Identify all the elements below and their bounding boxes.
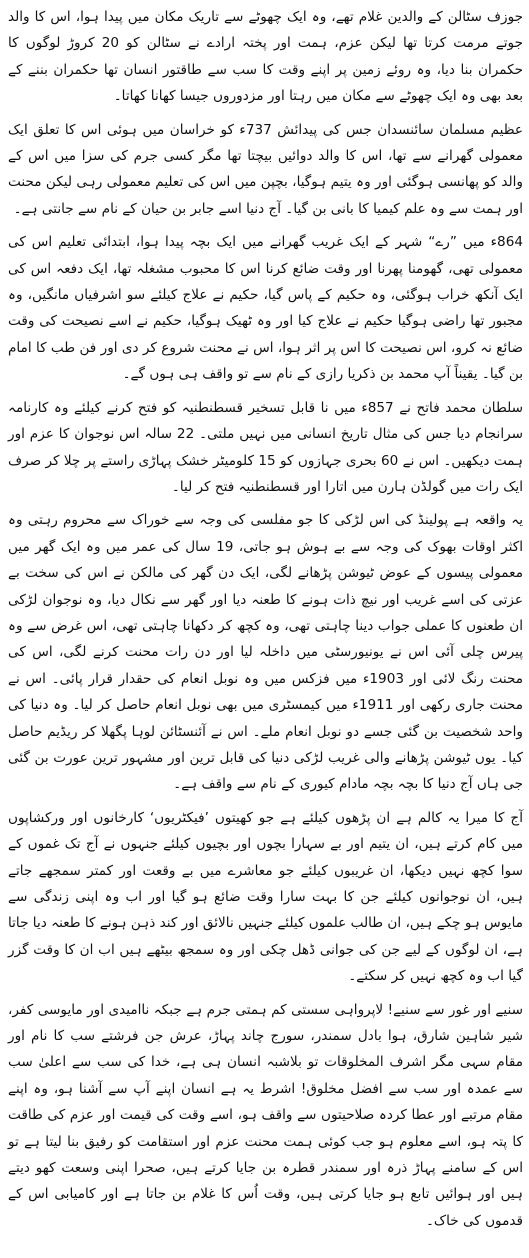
paragraph-jabir-bin-hayyan: عظیم مسلمان سائنسدان جس کی پیدائش 737ء کو خراسان میں ہوئی اس کا تعلق ایک معمولی گھرانے سے تھا، اس کا والد دوائیں بیچتا تھا مگر کسی جرم کی سزا میں اس کے والد کو پھانسی ہوگئی اور وہ یتیم ہوگیا، بچپن میں اس کی تعلیم معمولی رہی لیکن محنت اور ہمت سے وہ علم کیمیا کا بانی بن گیا۔ آج دنیا اسے جابر بن حیان کے نام سے جانتی ہے۔ xyxy=(8,121,523,217)
paragraph-razi: 864ء میں ”رے“ شہر کے ایک غریب گھرانے میں ایک بچہ پیدا ہوا، ابتدائی تعلیم اس کی معمولی تھی، گھومنا پھرنا اور وقت ضائع کرنا اس کا محبوب مشغلہ تھا، ایک دفعہ اس کی ایک آنکھ خراب ہوگئی، وہ حکیم کے پاس گیا، حکیم نے علاج کیلئے سو اشرفیاں مانگیں، وہ مجبور تھا راضی ہوگیا حکیم نے علاج کیا اور وہ ٹھیک ہوگیا، حکیم نے اسے نصیحت کی وقت ضائع نہ کرو، اس نصیحت کا اس پر اثر ہوا، اس نے محنت شروع کر دی اور فن طب کا امام بن گیا۔ یقیناً آپ محمد بن ذکریا رازی کے نام سے تو واقف ہی ہوں گے۔ xyxy=(8,234,523,383)
paragraph-stalin: جوزف سٹالن کے والدین غلام تھے، وہ ایک چھوٹے سے تاریک مکان میں پیدا ہوا، اس کا والد جوتے مرمت کرتا تھا لیکن عزم، ہمت اور پختہ ارادے نے سٹالن کو 20 کروڑ لوگوں کا حکمران بنا دیا، وہ روئے زمین پر اپنے وقت کا سب سے طاقتور انسان تھا حکمران بننے کے بعد بھی وہ ایک چھوٹے سے مکان میں رہتا اور مزدوروں جیسا کھانا کھاتا۔ xyxy=(8,9,523,105)
paragraph-dedication: آج کا میرا یہ کالم ہے ان پڑھوں کیلئے ہے جو کھیتوں ’فیکٹریوں‘ کارخانوں اور ورکشاپوں میں کام کرتے ہیں، ان یتیم اور بے سہارا بچوں اور بچیوں کیلئے جنہوں نے آج تک غموں کے سوا کچھ نہیں دیکھا، ان غریبوں کیلئے جو معاشرے میں بے وقعت اور کمتر سمجھے جاتے ہیں، ان نوجوانوں کیلئے جن کا بہت سارا وقت ضائع ہو گیا اور اب وہ اپنی زندگی سے مایوس ہو چکے ہیں، ان طالب علموں کیلئے جنہیں نالائق اور کند ذہن ہونے کا طعنہ دیا جاتا ہے، ان لوگوں کے لیے جن کی جوانی ڈھل چکی اور وہ سمجھ بیٹھے ہیں اب ان کا وقت گزر گیا اب وہ کچھ نہیں کر سکتے۔ xyxy=(8,809,523,985)
paragraph-marie-curie: یہ واقعہ ہے پولینڈ کی اس لڑکی کا جو مفلسی کی وجہ سے خوراک سے محروم رہتی وہ اکثر اوقات بھوک کی وجہ سے بے ہوش ہو جاتی، 19 سال کی عمر میں وہ ایک گھر میں معمولی پیسوں کے عوض ٹیوشن پڑھانے لگی، ایک دن گھر کی مالکن نے اس کی سخت بے عزتی کی اسے غریب اور نیچ ذات ہونے کا طعنہ دیا اور گھر سے نکال دیا، وہ نوجوان لڑکی ان طعنوں کا عملی جواب دینا چاہتی تھی، وہ کچھ کر دکھانا چاہتی تھی، اس غرض سے وہ پیرس چلی آئی اس نے یونیورسٹی میں داخلہ لیا اور دن رات محنت کرنے لگی، اس کی محنت رنگ لائی اور 1903ء میں فزکس میں وہ نوبل انعام کی حقدار قرار پائی۔ اس نے محنت جاری رکھی اور 1911ء میں کیمسٹری میں بھی نوبل انعام حاصل کر لیا۔ وہ دنیا کی واحد شخصیت بن گئی جسے دو نوبل انعام ملے۔ اس نے آئنسٹائن لوہا پگھلا کر ریڈیم حاصل کیا۔ یوں ٹیوشن پڑھانے والی غریب لڑکی دنیا کی قابل ترین اور مشہور ترین عورت بن گئی جی ہاں آج دنیا کا بچہ بچہ مادام کیوری کے نام سے واقف ہے۔ xyxy=(8,512,523,793)
paragraph-conclusion: سنیے اور غور سے سنیے! لاپرواہی سستی کم ہمتی جرم ہے جبکہ ناامیدی اور مایوسی کفر، شیر شاہین شارق، ہوا بادل سمندر، سورج چاند پہاڑ، عرش جن فرشتے سب کا نام اور مقام سہی مگر اشرف المخلوقات تو بلاشبہ انسان ہی ہے، خدا کی سب سے اعلیٰ سب سے عمدہ اور سب سے افضل مخلوق! اشرط یہ ہے انسان اپنے آپ سے آشنا ہو، وہ اپنے مقام مرتبے اور عطا کردہ صلاحیتوں سے واقف ہو، اسے وقت کی قیمت اور عزم کی طاقت کا پتہ ہو، اسے معلوم ہو جب کوئی ہمت محنت عزم اور استقامت کو رفیق بنا لیتا ہے تو اس کے سامنے پہاڑ ذرہ اور سمندر قطرہ بن جایا کرتے ہیں، صحرا اپنی وسعت کھو دیتے ہیں اور ہوائیں تابع ہو جایا کرتی ہیں، وقت اُس کا غلام بن جاتا ہے اور کامیابی اس کے قدموں کی خاک۔ xyxy=(8,1001,523,1229)
paragraph-sultan-muhammad-fatih: سلطان محمد فاتح نے 857ء میں نا قابل تسخیر قسطنطنیہ کو فتح کرنے کیلئے وہ کارنامہ سرانجام دیا جس کی مثال تاریخ انسانی میں نہیں ملتی۔ 22 سالہ اس نوجوان کا عزم اور ہمت دیکھیں۔ اس نے 60 بحری جہازوں کو 15 کلومیٹر خشک پہاڑی راستے پر چلا کر صرف ایک رات میں گولڈن ہارن میں اتارا اور قسطنطنیہ فتح کر لیا۔ xyxy=(8,399,524,495)
